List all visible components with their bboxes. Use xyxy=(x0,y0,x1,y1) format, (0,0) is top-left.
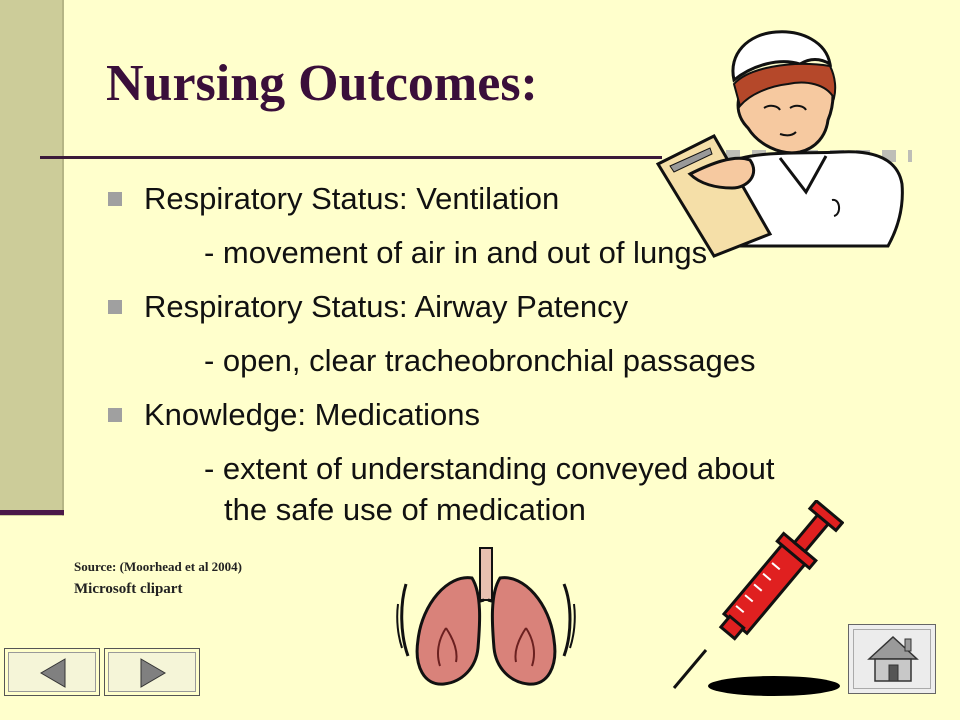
bullet-square-icon xyxy=(108,192,122,206)
house-icon xyxy=(867,635,919,683)
outcome-label: Respiratory Status: Ventilation xyxy=(144,181,560,216)
outcome-label: Knowledge: Medications xyxy=(144,397,481,432)
outcome-detail: - movement of air in and out of lungs xyxy=(204,235,708,270)
left-accent-strip xyxy=(0,0,64,516)
bullet-square-icon xyxy=(108,300,122,314)
source-citation xyxy=(74,556,242,600)
left-strip-underline xyxy=(0,510,64,515)
left-strip-edge xyxy=(62,0,64,516)
syringe-clipart xyxy=(664,500,844,700)
lungs-clipart xyxy=(396,544,576,694)
outcome-label: Respiratory Status: Airway Patency xyxy=(144,289,629,324)
triangle-left-icon xyxy=(37,657,69,689)
previous-slide-button[interactable] xyxy=(4,648,100,696)
slide-title: Nursing Outcomes: xyxy=(106,55,538,112)
list-item xyxy=(106,172,906,280)
triangle-right-icon xyxy=(137,657,169,689)
credit-line: Microsoft clipart xyxy=(74,581,183,597)
outcome-list xyxy=(106,172,906,530)
source-line: Source: (Moorhead et al 2004) xyxy=(74,559,243,574)
list-item xyxy=(106,280,906,388)
bullet-line xyxy=(106,172,906,226)
outcome-detail-line2: the safe use of medication xyxy=(224,492,586,527)
bullet-line xyxy=(106,388,906,442)
next-slide-button[interactable] xyxy=(104,648,200,696)
bullet-square-icon xyxy=(108,408,122,422)
home-button[interactable] xyxy=(848,624,936,694)
title-divider xyxy=(40,156,662,159)
outcome-detail-line1: - extent of understanding conveyed about xyxy=(204,451,775,486)
outcome-detail: - open, clear tracheobronchial passages xyxy=(204,343,756,378)
bullet-line xyxy=(106,280,906,334)
